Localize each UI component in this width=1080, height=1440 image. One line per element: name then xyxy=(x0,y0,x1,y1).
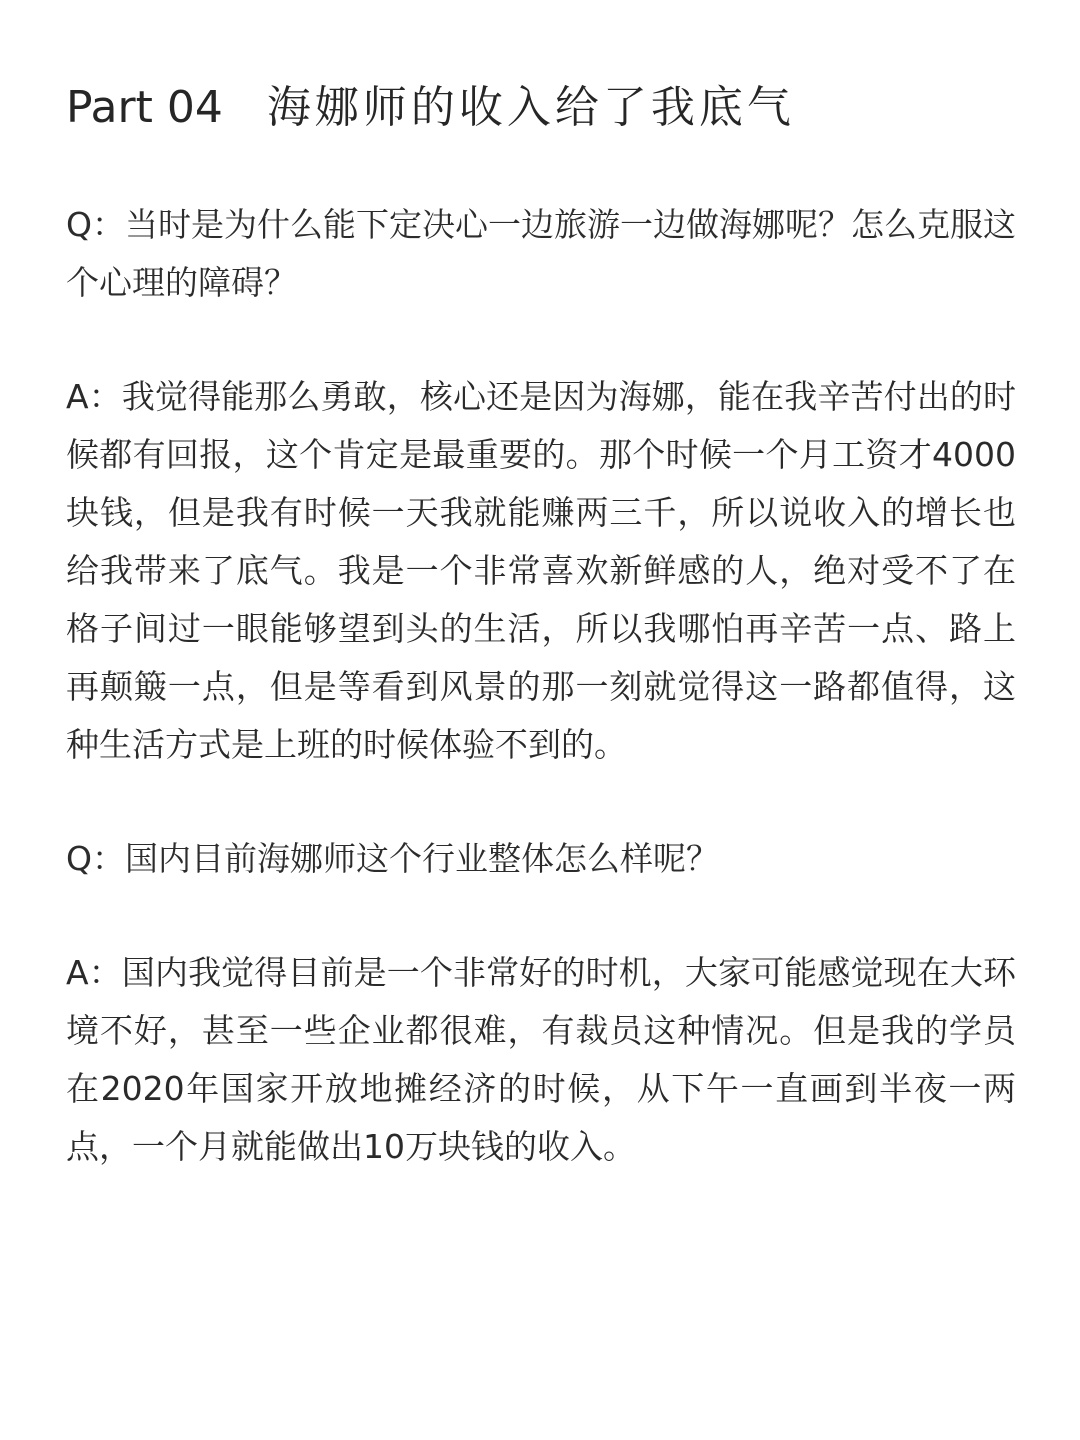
answer-paragraph-2: A：国内我觉得目前是一个非常好的时机，大家可能感觉现在大环境不好，甚至一些企业都很难，有裁员这种情况。但是我的学员在2020年国家开放地摊经济的时候，从下午一直画到半夜一两点，一个月就能做出10万块钱的收入。 xyxy=(66,953,1016,1166)
section-title xyxy=(66,78,1016,138)
answer-paragraph-1: A：我觉得能那么勇敢，核心还是因为海娜，能在我辛苦付出的时候都有回报，这个肯定是最重要的。那个时候一个月工资才4000块钱，但是我有时候一天我就能赚两三千，所以说收入的增长也给我带来了底气。我是一个非常喜欢新鲜感的人，绝对受不了在格子间过一眼能够望到头的生活，所以我哪怕再辛苦一点、路上再颠簸一点，但是等看到风景的那一刻就觉得这一路都值得，这种生活方式是上班的时候体验不到的。 xyxy=(66,377,1016,764)
part-label: Part 04 xyxy=(66,82,223,133)
question-paragraph-2: Q：国内目前海娜师这个行业整体怎么样呢？ xyxy=(66,839,719,878)
question-paragraph-1: Q：当时是为什么能下定决心一边旅游一边做海娜呢？怎么克服这个心理的障碍？ xyxy=(66,205,1016,302)
section-heading: 海娜师的收入给了我底气 xyxy=(266,82,795,133)
